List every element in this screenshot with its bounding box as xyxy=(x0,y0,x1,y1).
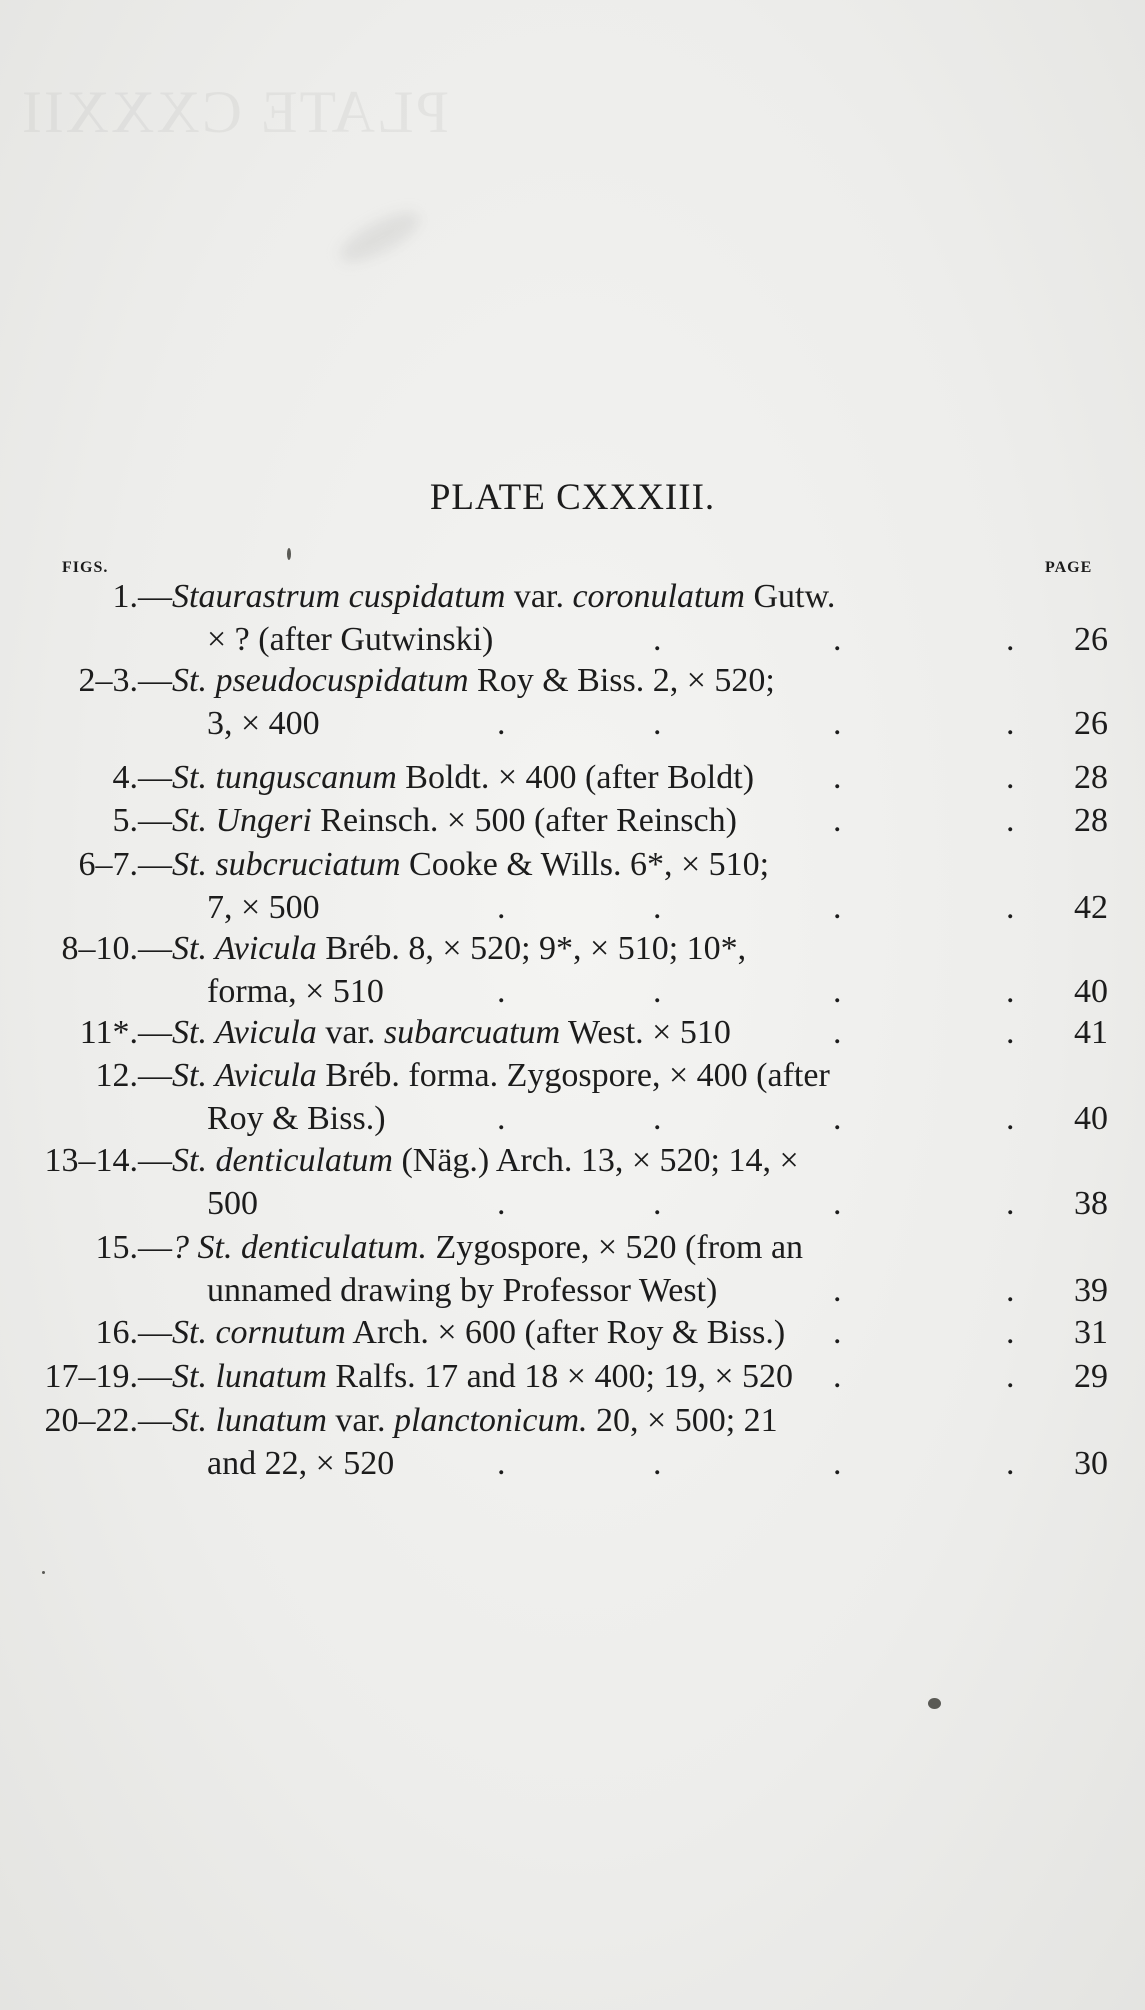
entry-continuation xyxy=(207,618,1018,662)
entry-detail: Boldt. × 400 (after Boldt) xyxy=(396,759,755,796)
entry-detail: 20, × 500; 21 xyxy=(587,1402,778,1439)
leader-dot: . xyxy=(1006,759,1015,796)
figure-number-text: 13–14.— xyxy=(44,1142,172,1179)
leader-dot: . xyxy=(497,1100,506,1137)
entry-text xyxy=(172,1226,803,1270)
entry-continuation xyxy=(207,1442,1018,1486)
page-number xyxy=(1040,702,1108,746)
entry-detail: West. × 510 xyxy=(560,1014,731,1051)
page-number-text: 40 xyxy=(1074,1100,1108,1137)
leader-dot: . xyxy=(1006,802,1015,839)
paper-speck xyxy=(42,1571,45,1574)
figure-number-text: 20–22.— xyxy=(44,1402,172,1439)
figure-number xyxy=(0,659,172,703)
leader-dot: . xyxy=(1006,1272,1015,1309)
page-number xyxy=(1040,1311,1108,1355)
entry-line xyxy=(172,1226,1018,1270)
entry-continuation xyxy=(207,702,1018,746)
leader-dot: . xyxy=(1006,1314,1015,1351)
entry-continuation xyxy=(207,1269,1018,1313)
figure-number xyxy=(0,1011,172,1055)
entry-text xyxy=(172,799,737,843)
taxon-name: ? St. denticulatum. xyxy=(172,1229,427,1266)
leader-dot: . xyxy=(497,889,506,926)
entry-detail: var. xyxy=(326,1402,394,1439)
leader-dot: . xyxy=(653,973,662,1010)
entry-continuation-text: 500 xyxy=(207,1185,258,1222)
entry-line xyxy=(172,659,1018,703)
entry-text xyxy=(172,1311,785,1355)
figure-number-text: 17–19.— xyxy=(44,1358,172,1395)
page-number xyxy=(1040,1011,1108,1055)
taxon-name: St. Ungeri xyxy=(172,802,312,839)
figure-number-text: 12.— xyxy=(95,1057,172,1094)
leader-dot: . xyxy=(833,1100,842,1137)
leader-dot: . xyxy=(653,1445,662,1482)
variety-name: subarcuatum xyxy=(383,1014,561,1051)
entry-detail: Roy & Biss. 2, × 520; xyxy=(468,662,775,699)
leader-dot: . xyxy=(497,1445,506,1482)
entry-detail: var. xyxy=(505,578,573,615)
taxon-name: St. cornutum xyxy=(172,1314,346,1351)
figure-number-text: 16.— xyxy=(95,1314,172,1351)
leader-dot: . xyxy=(833,705,842,742)
page-number xyxy=(1040,1442,1108,1486)
figure-number xyxy=(0,1054,172,1098)
entry-continuation xyxy=(207,1182,1018,1226)
leader-dot: . xyxy=(653,889,662,926)
entry-detail: (Näg.) Arch. 13, × 520; 14, × xyxy=(392,1142,799,1179)
taxon-name: St. Avicula xyxy=(172,1014,317,1051)
paper-smudge xyxy=(333,203,427,272)
entry-line xyxy=(172,1399,1018,1443)
entry-text xyxy=(172,1054,830,1098)
leader-dot: . xyxy=(833,759,842,796)
figure-number xyxy=(0,1355,172,1399)
figure-number-text: 5.— xyxy=(112,802,172,839)
entry-text xyxy=(172,1011,731,1055)
entry-line xyxy=(172,1139,1018,1183)
variety-name: coronulatum xyxy=(572,578,745,615)
entry-continuation-text: 7, × 500 xyxy=(207,889,320,926)
figure-number-text: 11*.— xyxy=(79,1014,172,1051)
figure-number xyxy=(0,843,172,887)
entry-text xyxy=(172,1139,799,1183)
entry-detail: Bréb. 8, × 520; 9*, × 510; 10*, xyxy=(316,930,747,967)
leader-dot: . xyxy=(833,1445,842,1482)
leader-dot: . xyxy=(497,1185,506,1222)
page-number xyxy=(1040,799,1108,843)
leader-dot: . xyxy=(833,973,842,1010)
figure-number-text: 15.— xyxy=(95,1229,172,1266)
entry-detail: Gutw. xyxy=(744,578,836,615)
page-number xyxy=(1040,756,1108,800)
entry-detail: Ralfs. 17 and 18 × 400; 19, × 520 xyxy=(326,1358,794,1395)
page-number-text: 26 xyxy=(1074,621,1108,658)
page-number-text: 38 xyxy=(1074,1185,1108,1222)
leader-dot: . xyxy=(497,705,506,742)
page-number xyxy=(1040,1355,1108,1399)
entry-line xyxy=(172,799,1018,843)
page-number xyxy=(1040,886,1108,930)
page-number-text: 30 xyxy=(1074,1445,1108,1482)
entry-continuation-text: forma, × 510 xyxy=(207,973,384,1010)
entry-line xyxy=(172,1054,1018,1098)
page-column-head: PAGE xyxy=(1045,559,1093,576)
leader-dot: . xyxy=(1006,1358,1015,1395)
entry-continuation xyxy=(207,1097,1018,1141)
figure-number xyxy=(0,1226,172,1270)
leader-dot: . xyxy=(833,1314,842,1351)
leader-dot: . xyxy=(1006,889,1015,926)
leader-dot: . xyxy=(1006,1185,1015,1222)
leader-dot: . xyxy=(497,973,506,1010)
leader-dot: . xyxy=(833,1358,842,1395)
taxon-name: St. Avicula xyxy=(172,1057,317,1094)
page-number xyxy=(1040,1182,1108,1226)
leader-dot: . xyxy=(833,1014,842,1051)
leader-dot: . xyxy=(1006,1100,1015,1137)
leader-dot: . xyxy=(833,621,842,658)
page-number-text: 39 xyxy=(1074,1272,1108,1309)
figure-number xyxy=(0,1139,172,1183)
page-number-text: 42 xyxy=(1074,889,1108,926)
leader-dot: . xyxy=(833,1185,842,1222)
entry-continuation xyxy=(207,970,1018,1014)
taxon-name: St. subcruciatum xyxy=(172,846,401,883)
page-number-text: 41 xyxy=(1074,1014,1108,1051)
figure-number-text: 6–7.— xyxy=(78,846,172,883)
entry-text xyxy=(172,1355,793,1399)
entry-line xyxy=(172,843,1018,887)
paper-speck xyxy=(287,548,291,560)
entry-continuation-text: unnamed drawing by Professor West) xyxy=(207,1272,718,1309)
figure-number xyxy=(0,927,172,971)
leader-dot: . xyxy=(833,889,842,926)
leader-dot: . xyxy=(1006,1014,1015,1051)
leader-dot: . xyxy=(1006,973,1015,1010)
entry-line xyxy=(172,1355,1018,1399)
taxon-name: St. denticulatum xyxy=(172,1142,393,1179)
entry-continuation-text: and 22, × 520 xyxy=(207,1445,395,1482)
leader-dot: . xyxy=(653,1185,662,1222)
page-number-text: 31 xyxy=(1074,1314,1108,1351)
entry-detail: Cooke & Wills. 6*, × 510; xyxy=(400,846,770,883)
entry-text xyxy=(172,756,754,800)
page-number-text: 40 xyxy=(1074,973,1108,1010)
leader-dot: . xyxy=(1006,705,1015,742)
entry-line xyxy=(172,575,1018,619)
leader-dot: . xyxy=(833,802,842,839)
figure-number-text: 8–10.— xyxy=(61,930,172,967)
taxon-name: St. lunatum xyxy=(172,1358,327,1395)
entry-text xyxy=(172,927,746,971)
taxon-name: Staurastrum cuspidatum xyxy=(172,578,506,615)
page-number xyxy=(1040,1097,1108,1141)
entry-detail: Arch. × 600 (after Roy & Biss.) xyxy=(345,1314,786,1351)
entry-continuation xyxy=(207,886,1018,930)
entry-line xyxy=(172,1311,1018,1355)
entry-text xyxy=(172,1399,778,1443)
entry-text xyxy=(172,575,835,619)
leader-dot: . xyxy=(1006,621,1015,658)
leader-dot: . xyxy=(653,621,662,658)
figure-number-text: 1.— xyxy=(112,578,172,615)
figure-number xyxy=(0,799,172,843)
paper-speck xyxy=(928,1698,941,1709)
entry-continuation-text: × ? (after Gutwinski) xyxy=(207,621,494,658)
figure-number-text: 2–3.— xyxy=(78,662,172,699)
leader-dot: . xyxy=(653,1100,662,1137)
entry-line xyxy=(172,927,1018,971)
taxon-name: St. Avicula xyxy=(172,930,317,967)
taxon-name: St. lunatum xyxy=(172,1402,327,1439)
show-through-text xyxy=(20,78,449,147)
page-number xyxy=(1040,1269,1108,1313)
figure-number xyxy=(0,756,172,800)
entry-text xyxy=(172,843,769,887)
taxon-name: St. tunguscanum xyxy=(172,759,397,796)
entry-detail: Reinsch. × 500 (after Reinsch) xyxy=(311,802,737,839)
page-number xyxy=(1040,970,1108,1014)
leader-dot: . xyxy=(1006,1445,1015,1482)
variety-name: planctonicum. xyxy=(393,1402,588,1439)
entry-detail: Zygospore, × 520 (from an xyxy=(426,1229,804,1266)
figure-number xyxy=(0,1311,172,1355)
page-number-text: 28 xyxy=(1074,759,1108,796)
page-number-text: 29 xyxy=(1074,1358,1108,1395)
figs-column-head: FIGS. xyxy=(62,559,109,576)
figure-number xyxy=(0,575,172,619)
leader-dot: . xyxy=(653,705,662,742)
entry-detail: Bréb. forma. Zygospore, × 400 (after xyxy=(316,1057,830,1094)
page-number xyxy=(1040,618,1108,662)
entry-line xyxy=(172,1011,1018,1055)
entry-line xyxy=(172,756,1018,800)
entry-text xyxy=(172,659,775,703)
taxon-name: St. pseudocuspidatum xyxy=(172,662,469,699)
entry-continuation-text: 3, × 400 xyxy=(207,705,320,742)
entry-continuation-text: Roy & Biss.) xyxy=(207,1100,386,1137)
figure-number-text: 4.— xyxy=(112,759,172,796)
plate-title: PLATE CXXXIII. xyxy=(429,477,716,518)
page-number-text: 26 xyxy=(1074,705,1108,742)
leader-dot: . xyxy=(833,1272,842,1309)
entry-detail: var. xyxy=(316,1014,384,1051)
page-number-text: 28 xyxy=(1074,802,1108,839)
figure-number xyxy=(0,1399,172,1443)
